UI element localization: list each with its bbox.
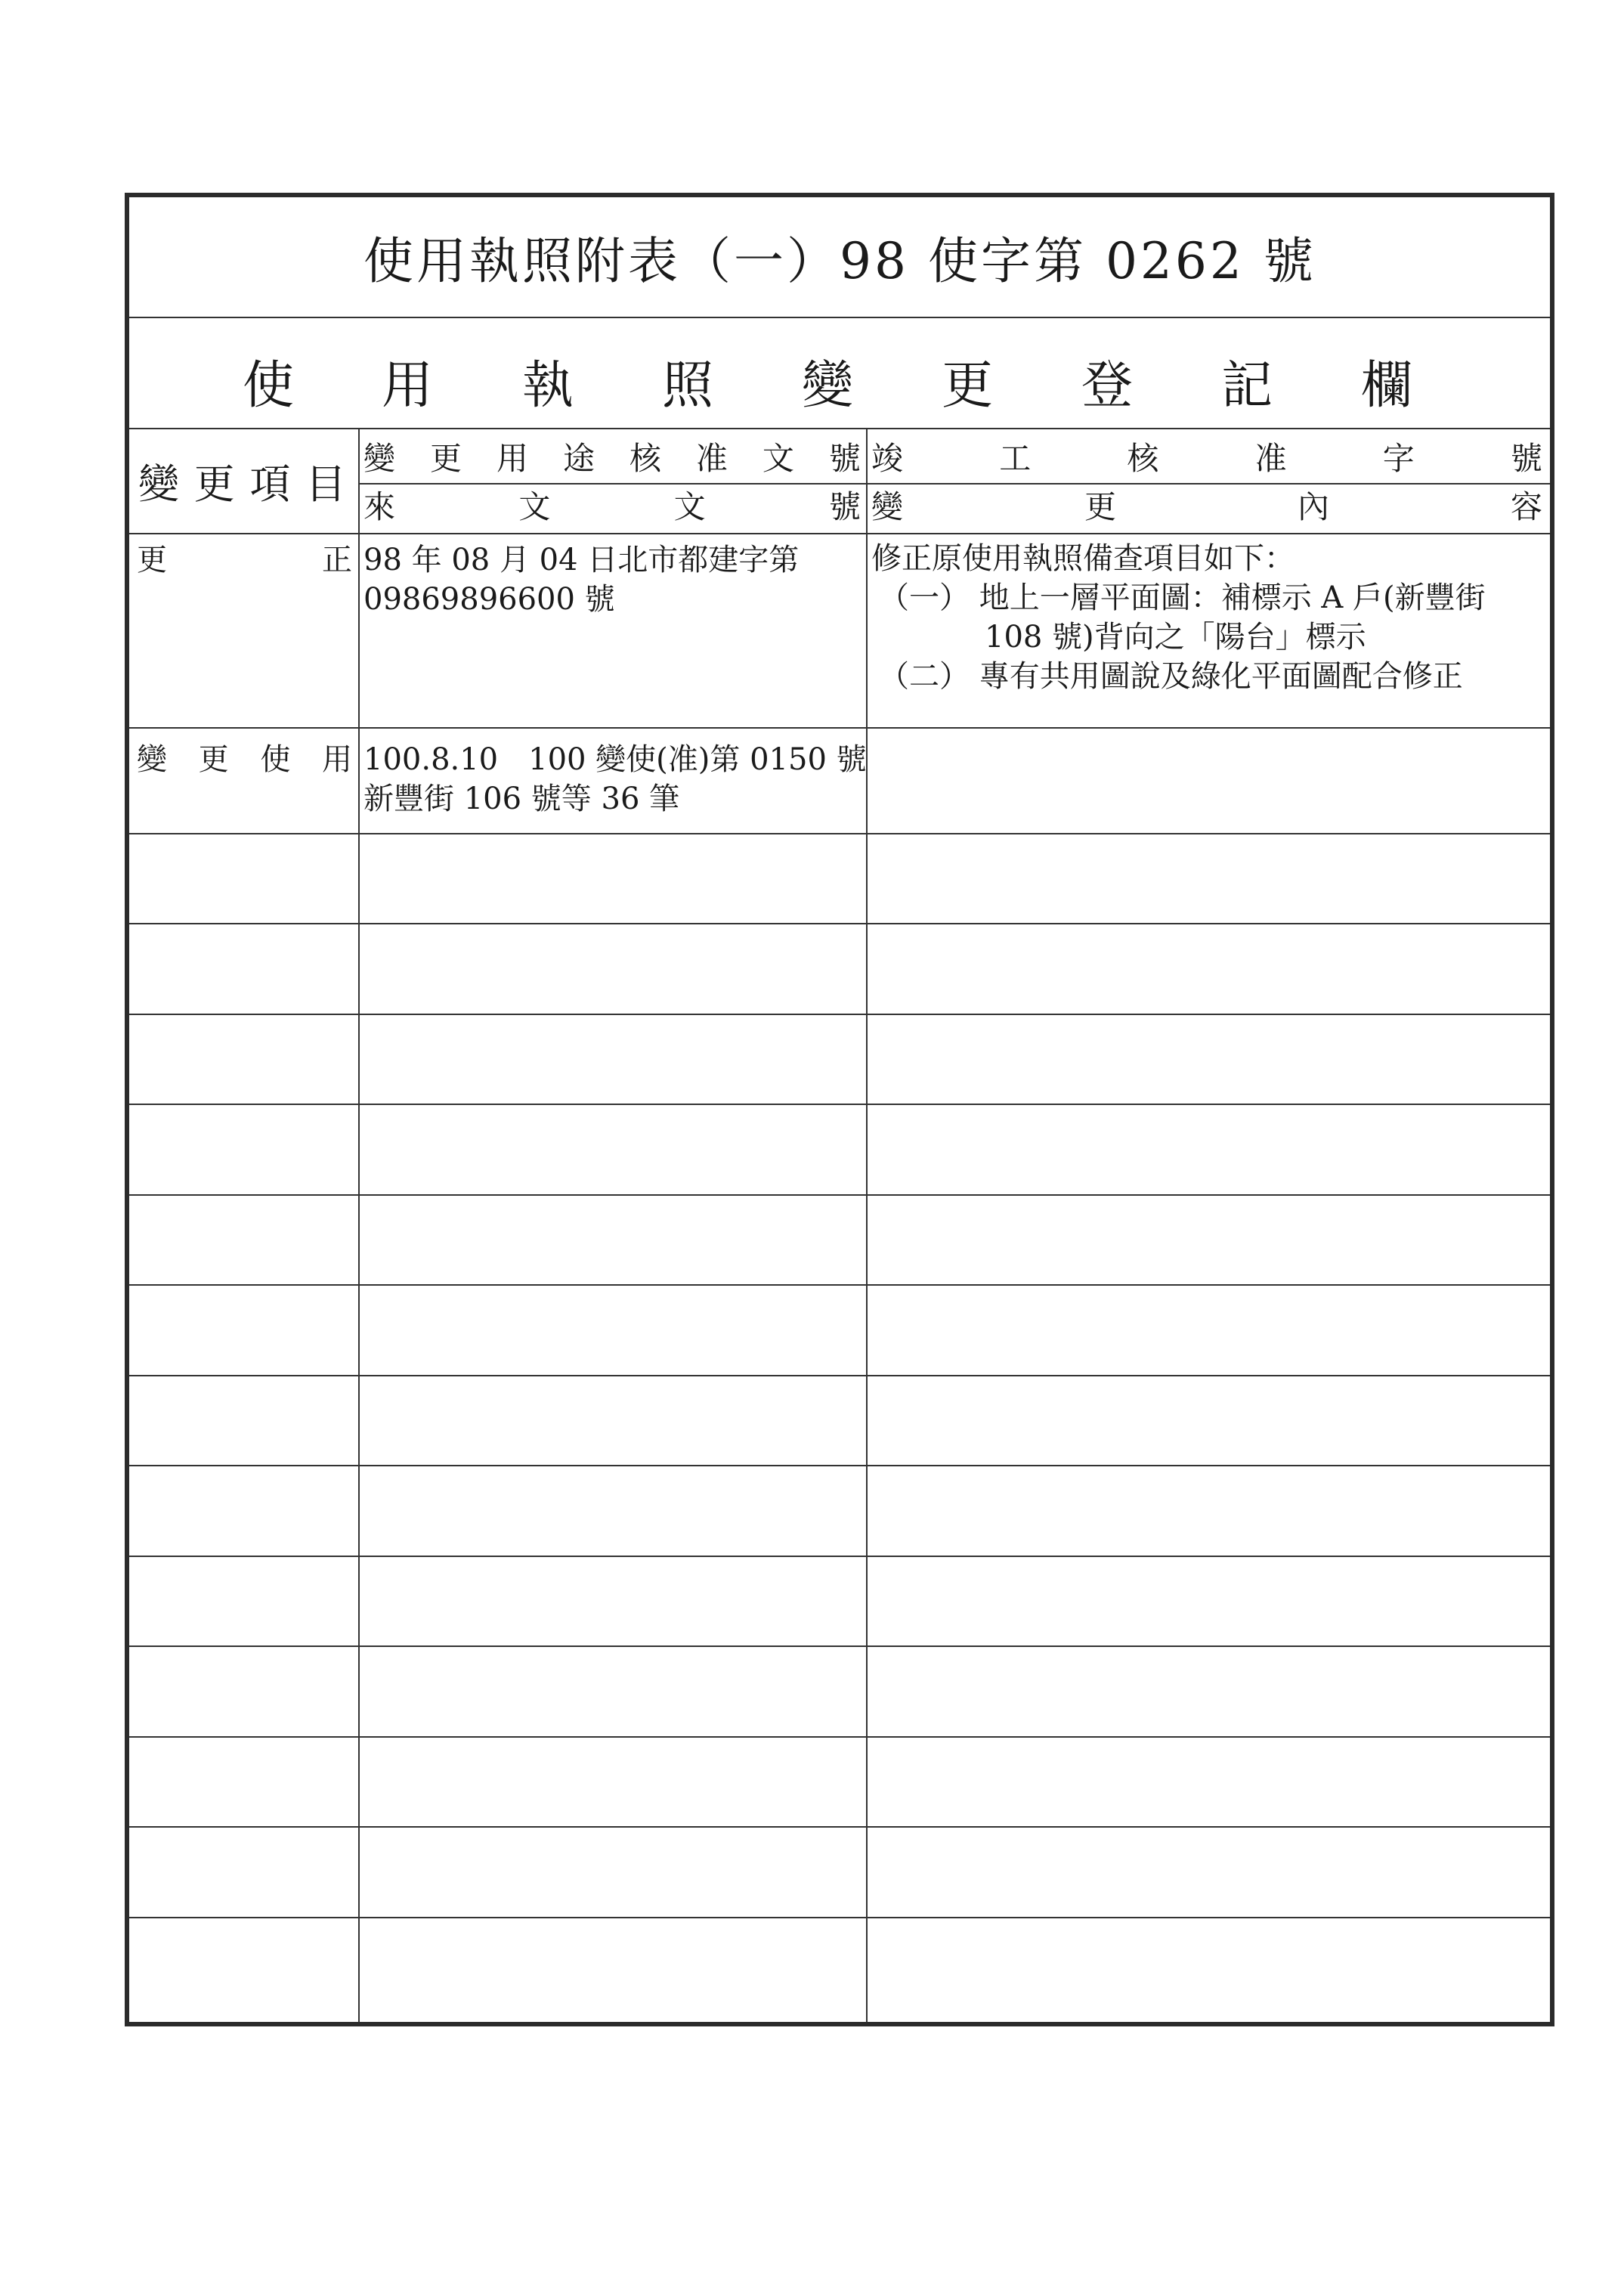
empty-row-line — [129, 1645, 1550, 1647]
column-divider — [358, 428, 360, 2022]
header-change-item: 變 更 項 目 — [138, 460, 354, 508]
empty-row-line — [129, 1826, 1550, 1828]
divider — [129, 317, 1550, 318]
empty-row-line — [129, 1556, 1550, 1557]
column-divider — [866, 428, 868, 2022]
row-change-of-use-doc: 100.8.10 100 變使(准)第 0150 號 新豐街 106 號等 36 筆 — [363, 742, 867, 816]
section-title: 使 用 執 照 變 更 登 記 欄 — [243, 356, 1413, 416]
header-incoming-doc-no: 來 文 文 號 — [363, 488, 861, 525]
header-approval-doc-no: 變 更 用 途 核 准 文 號 — [363, 440, 861, 477]
empty-row-line — [129, 1465, 1550, 1466]
row-correction-item: 更 正 — [137, 543, 352, 577]
empty-row-line — [129, 1284, 1550, 1286]
header-completion-approval-no: 竣 工 核 准 字 號 — [871, 440, 1542, 477]
empty-row-line — [129, 1194, 1550, 1196]
empty-row-line — [129, 1014, 1550, 1015]
divider — [129, 533, 1550, 534]
row-correction-doc: 98 年 08 月 04 日北市都建字第 09869896600 號 — [363, 543, 800, 617]
empty-row-line — [129, 923, 1550, 924]
empty-row-line — [129, 1736, 1550, 1738]
row-change-of-use-item: 變 更 使 用 — [137, 742, 352, 777]
divider — [129, 428, 1550, 429]
divider — [129, 727, 1550, 729]
divider — [360, 483, 1550, 484]
divider — [129, 833, 1550, 834]
empty-row-line — [129, 1917, 1550, 1918]
header-change-content: 變 更 內 容 — [871, 488, 1542, 525]
empty-row-line — [129, 1375, 1550, 1376]
empty-row-line — [129, 1104, 1550, 1105]
annex-title: 使用執照附表（一）98 使字第 0262 號 — [363, 232, 1316, 290]
license-annex-form — [125, 193, 1554, 2026]
row-correction-content: 修正原使用執照備查項目如下： （一） 地上一層平面圖：補標示 A 戶(新豐街 108 號)背向之「陽台」標示 （二） 專有共用圖說及綠化平面圖配合修正 — [871, 541, 1486, 694]
